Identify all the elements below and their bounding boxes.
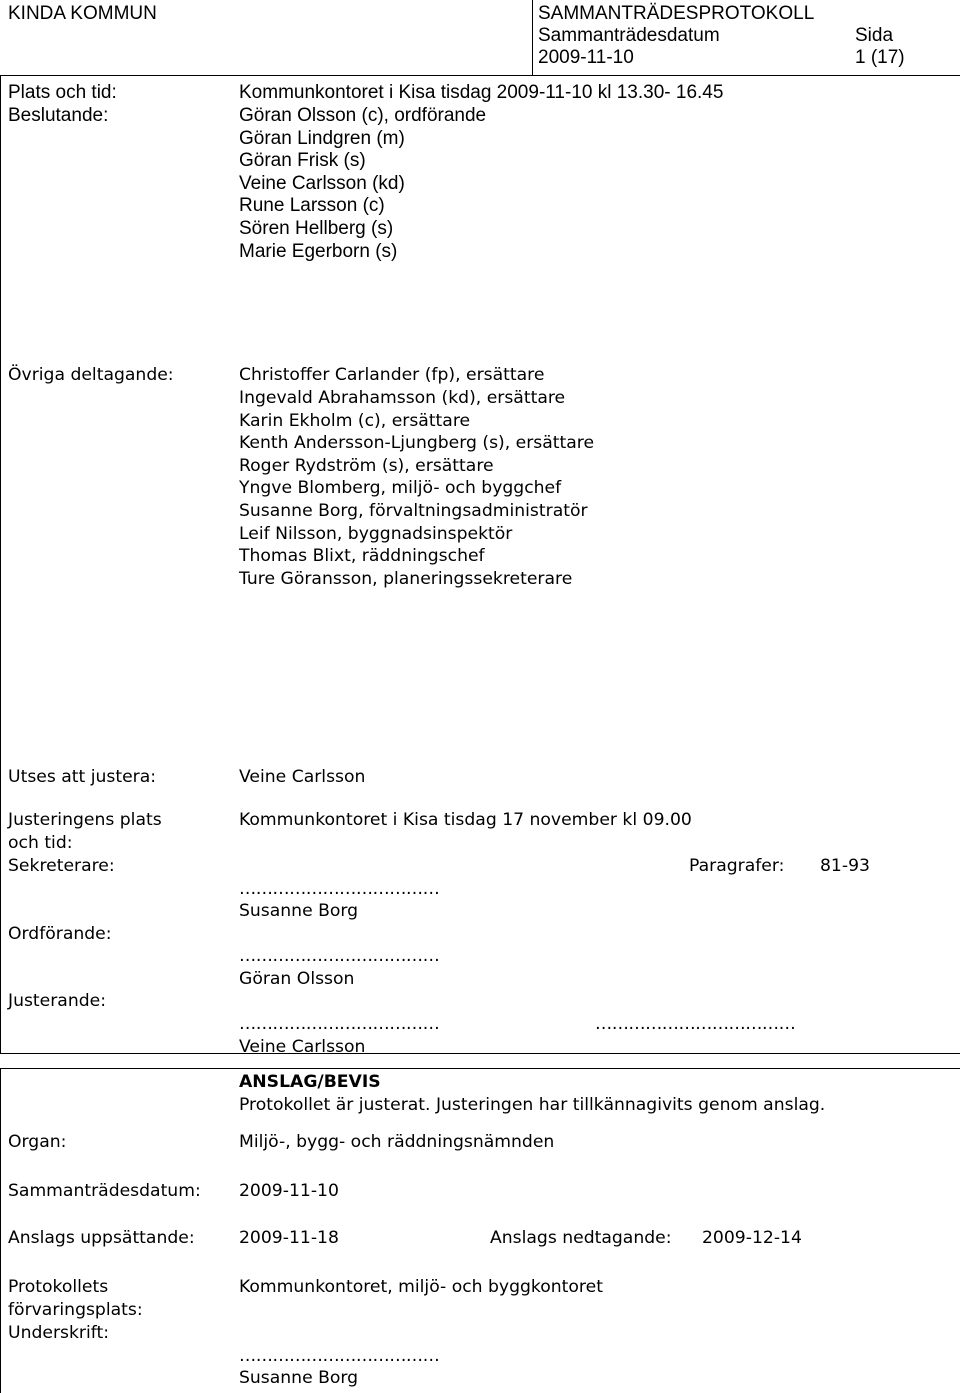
organ-label: Organ:: [8, 1132, 67, 1152]
ovriga-item: Ingevald Abrahamsson (kd), ersättare: [239, 388, 566, 408]
left-border: [0, 75, 1, 1053]
underskrift-label: Underskrift:: [8, 1323, 110, 1343]
beslutande-item: Göran Frisk (s): [239, 150, 366, 171]
justering-tid-label: och tid:: [8, 833, 73, 853]
beslutande-item: Sören Hellberg (s): [239, 218, 394, 239]
header-divider: [0, 75, 960, 76]
ovriga-item: Roger Rydström (s), ersättare: [239, 456, 494, 476]
ovriga-label: Övriga deltagande:: [8, 365, 174, 385]
ordforande-signature-line: ………………………………: [239, 946, 440, 966]
ovriga-item: Thomas Blixt, räddningschef: [239, 546, 485, 566]
municipality-name: KINDA KOMMUN: [8, 3, 157, 24]
header-vertical-divider: [532, 0, 533, 75]
beslutande-label: Beslutande:: [8, 105, 109, 126]
anslag-top-border: [0, 1068, 960, 1069]
ovriga-item: Yngve Blomberg, miljö- och byggchef: [239, 478, 562, 498]
beslutande-item: Göran Lindgren (m): [239, 128, 405, 149]
forvaring-value: Kommunkontoret, miljö- och byggkontoret: [239, 1277, 603, 1297]
plats-value: Kommunkontoret i Kisa tisdag 2009-11-10 kl 13.30- 16.45: [239, 82, 724, 103]
underskrift-signature-line: ………………………………: [239, 1346, 440, 1366]
ovriga-item: Karin Ekholm (c), ersättare: [239, 411, 471, 431]
paragrafer-value: 81-93: [820, 856, 870, 876]
page-number: 1 (17): [855, 47, 905, 68]
underskrift-name: Susanne Borg: [239, 1368, 359, 1388]
ordforande-name: Göran Olsson: [239, 969, 355, 989]
justerande-label: Justerande:: [8, 991, 106, 1011]
beslutande-item: Rune Larsson (c): [239, 195, 385, 216]
anslag-left-border: [0, 1068, 1, 1393]
forvaring-label: Protokollets: [8, 1277, 109, 1297]
utses-label: Utses att justera:: [8, 767, 157, 787]
ovriga-item: Ture Göransson, planeringssekreterare: [239, 569, 573, 589]
beslutande-item: Veine Carlsson (kd): [239, 173, 405, 194]
utses-value: Veine Carlsson: [239, 767, 366, 787]
nedtagande-label: Anslags nedtagande:: [490, 1228, 672, 1248]
ovriga-item: Kenth Andersson-Ljungberg (s), ersättare: [239, 433, 595, 453]
paragrafer-label: Paragrafer:: [689, 856, 785, 876]
ordforande-label: Ordförande:: [8, 924, 112, 944]
justering-divider: [0, 1053, 960, 1054]
ovriga-item: Leif Nilsson, byggnadsinspektör: [239, 524, 513, 544]
ovriga-item: Christoffer Carlander (fp), ersättare: [239, 365, 545, 385]
uppsattande-label: Anslags uppsättande:: [8, 1228, 195, 1248]
sekreterare-name: Susanne Borg: [239, 901, 359, 921]
page-label: Sida: [855, 25, 894, 46]
anslag-datum-label: Sammanträdesdatum:: [8, 1181, 201, 1201]
anslag-text: Protokollet är justerat. Justeringen har tillkännagivits genom anslag.: [239, 1095, 826, 1115]
meeting-date-value: 2009-11-10: [538, 47, 634, 68]
beslutande-item: Marie Egerborn (s): [239, 241, 398, 262]
ovriga-item: Susanne Borg, förvaltningsadministratör: [239, 501, 588, 521]
anslag-datum-value: 2009-11-10: [239, 1181, 339, 1201]
document-type: SAMMANTRÄDESPROTOKOLL: [538, 3, 815, 24]
organ-value: Miljö-, bygg- och räddningsnämnden: [239, 1132, 555, 1152]
beslutande-item: Göran Olsson (c), ordförande: [239, 105, 487, 126]
anslag-title: ANSLAG/BEVIS: [239, 1072, 381, 1092]
uppsattande-value: 2009-11-18: [239, 1228, 339, 1248]
justering-plats-value: Kommunkontoret i Kisa tisdag 17 november kl 09.00: [239, 810, 692, 830]
plats-label: Plats och tid:: [8, 82, 117, 103]
justerande-signature-line-2: ………………………………: [595, 1014, 796, 1034]
justering-plats-label: Justeringens plats: [8, 810, 162, 830]
justerande-signature-line-1: ………………………………: [239, 1014, 440, 1034]
sekreterare-label: Sekreterare:: [8, 856, 115, 876]
nedtagande-value: 2009-12-14: [702, 1228, 802, 1248]
meeting-date-label: Sammanträdesdatum: [538, 25, 720, 46]
forvaring-label-2: förvaringsplats:: [8, 1300, 143, 1320]
justerande-name: Veine Carlsson: [239, 1037, 366, 1057]
sekreterare-signature-line: ………………………………: [239, 879, 440, 899]
